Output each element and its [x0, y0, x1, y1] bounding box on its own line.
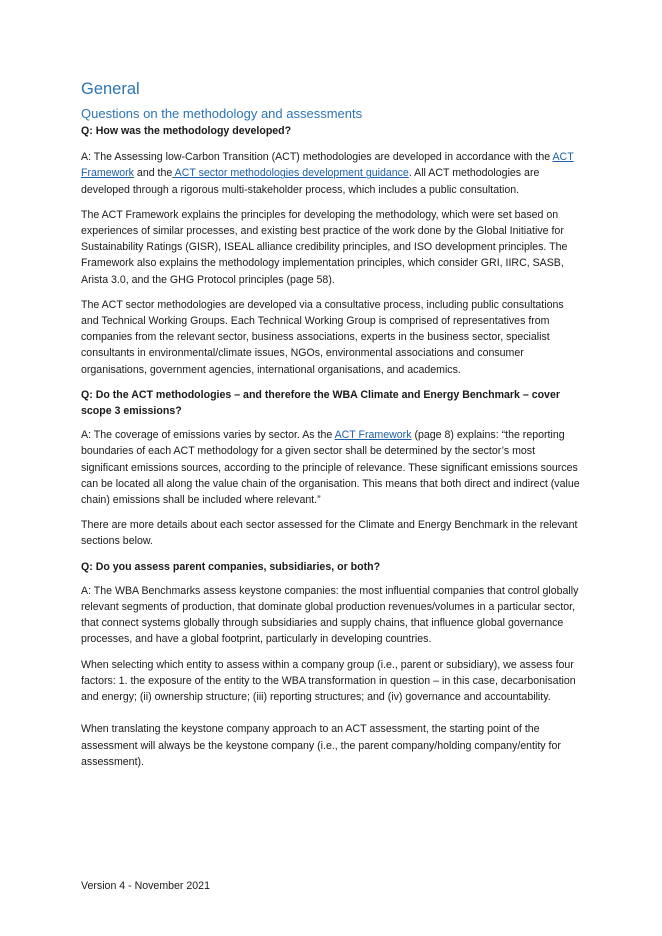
act-guidance-link[interactable]: ACT sector methodologies development guidance: [172, 167, 409, 180]
answer-scope3-paragraph-2: There are more details about each sector assessed for the Climate and Energy Benchmark in the relevant sections below.: [81, 519, 578, 548]
answer-parent-paragraph-1: A: The WBA Benchmarks assess keystone companies: the most influential companies that control globally relevant segments of production, that dominate global production revenues/volumes in a particular sector, that connect systems globally through subsidiaries and supply chains, that influence global governance processes, and have a global footprint, particularly in developing countries.: [81, 584, 579, 646]
page-footer: Version 4 - November 2021: [81, 880, 210, 892]
question-scope3-emissions: Q: Do the ACT methodologies – and therefore the WBA Climate and Energy Benchmark – cover scope 3 emissions?: [81, 388, 560, 418]
answer-text: (page 8) explains: “the reporting boundaries of each ACT methodology for a given sector shall be determined by the sector’s most significant emissions sources, according to the principle of relevance. These significant emissions sources can be located all along the value chain of the organisation. This means that both direct and indirect (value chain) emissions shall be included where relevant.”: [81, 429, 580, 507]
answer-parent-paragraph-3: When translating the keystone company approach to an ACT assessment, the starting point of the assessment will always be the keystone company (i.e., the parent company/holding company/entity for assessment).: [81, 723, 561, 768]
question-parent-subsidiaries: Q: Do you assess parent companies, subsidiaries, or both?: [81, 560, 381, 573]
question-methodology-developed: Q: How was the methodology developed?: [81, 125, 292, 137]
answer-text: A: The coverage of emissions varies by sector. As the: [81, 429, 335, 442]
answer-scope3-paragraph-1: [81, 427, 583, 508]
answer-text: and the: [133, 167, 173, 180]
answer-methodology-paragraph-2: The ACT Framework explains the principles for developing the methodology, which were set based on experiences of similar processes, and existing best practice of the work done by the Global Initiative for Sustainability Ratings (GISR), ISEAL alliance credibility principles, and ISO development principles. The Framework also explains the methodology implementation principles, which consider GRI, IIRC, SASB, Arista 3.0, and the GHG Protocol principles (page 58).: [81, 208, 568, 286]
section-title: General: [81, 80, 140, 98]
subsection-title: Questions on the methodology and assessments: [81, 106, 363, 121]
answer-text: . All ACT methodologies are developed through a rigorous multi-stakeholder process, which includes a public consultation.: [81, 167, 540, 196]
act-framework-link[interactable]: ACT Framework: [81, 151, 574, 180]
answer-methodology-paragraph-1: [81, 149, 583, 198]
answer-text: A: The Assessing low-Carbon Transition (ACT) methodologies are developed in accordance with the: [81, 151, 553, 164]
answer-methodology-paragraph-3: The ACT sector methodologies are developed via a consultative process, including public consultations and Technical Working Groups. Each Technical Working Group is comprised of representatives from companies from the relevant sector, business associations, experts in the business sector, specialist consultants in environmental/climate issues, NGOs, environmental associations and consumer organisations, government agencies, international organisations, and academics.: [81, 298, 564, 376]
act-framework-link[interactable]: ACT Framework: [334, 429, 412, 442]
answer-parent-paragraph-2: When selecting which entity to assess within a company group (i.e., parent or subsidiary), we assess four factors: 1. the exposure of the entity to the WBA transformation in question – in this case, decarbonisation and energy; (ii) ownership structure; (iii) reporting structures; and (iv) governance and accountability.: [81, 658, 576, 704]
document-page: [81, 78, 583, 779]
